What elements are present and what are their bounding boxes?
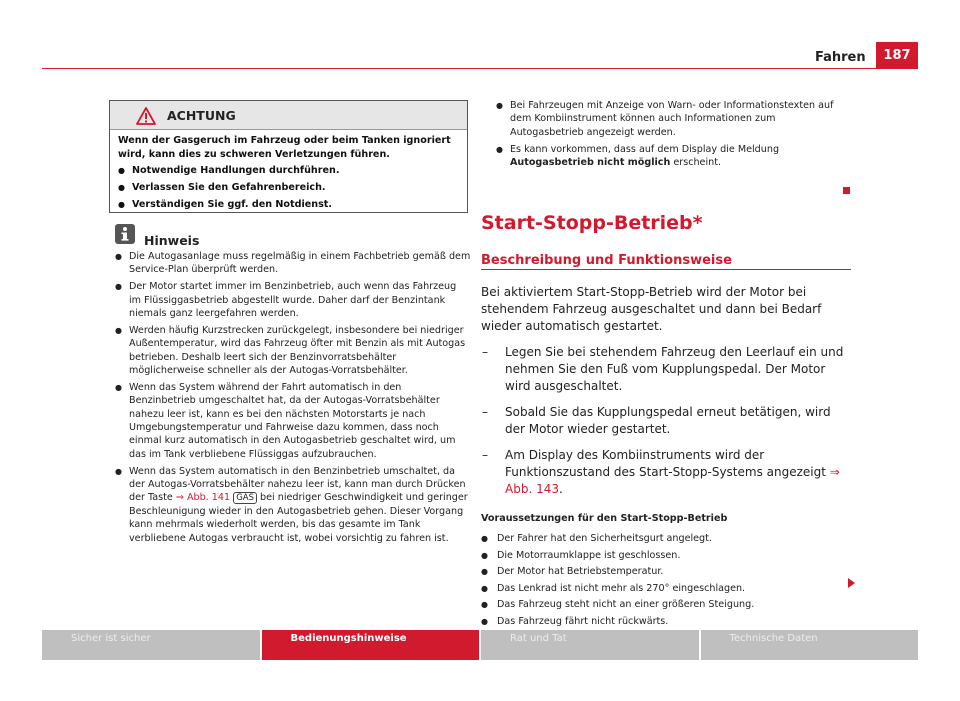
warning-body xyxy=(110,130,467,212)
warning-box xyxy=(109,100,468,213)
end-marker xyxy=(843,187,850,194)
figure-link-141[interactable]: ⇒ Abb. 141 xyxy=(175,492,231,504)
tab-sicher-ist-sicher[interactable]: Sicher ist sicher xyxy=(42,630,260,660)
warning-header xyxy=(110,101,467,130)
header-title: Fahren xyxy=(815,50,866,65)
conditions-title: Voraussetzungen für den Start-Stopp-Betrieb xyxy=(481,513,728,524)
note-body xyxy=(115,250,471,548)
footer-tabs xyxy=(42,630,918,660)
condition-item: ● Das Fahrzeug fährt nicht rückwärts. xyxy=(481,615,853,628)
tab-bedienungshinweise[interactable]: Bedienungshinweise xyxy=(262,630,480,660)
figure-link-143[interactable]: ⇒ Abb. 143 xyxy=(505,465,840,496)
intro-paragraph: Bei aktiviertem Start-Stopp-Betrieb wird der Motor bei stehendem Fahrzeug ausgeschaltet und dann bei Bedarf wieder automatisch gestartet. xyxy=(481,285,822,333)
tab-technische-daten[interactable]: Technische Daten xyxy=(701,630,919,660)
condition-item: ● Die Motorraumklappe ist geschlossen. xyxy=(481,549,853,562)
conditions-list xyxy=(481,532,853,628)
tab-rat-und-tat[interactable]: Rat und Tat xyxy=(481,630,699,660)
step-item: – Am Display des Kombiinstruments wird der Funktionszustand des Start-Stopp-Systems angezeigt ⇒ Abb. 143. xyxy=(481,447,853,498)
condition-item: ● Das Lenkrad ist nicht mehr als 270° eingeschlagen. xyxy=(481,582,853,595)
main-body xyxy=(481,284,853,632)
right-top-list xyxy=(496,99,852,173)
note-item xyxy=(115,465,471,545)
section-title: Start-Stopp-Betrieb* xyxy=(481,212,703,234)
condition-item: ● Das Fahrzeug steht nicht an einer größeren Steigung. xyxy=(481,598,853,611)
info-note-icon xyxy=(115,224,135,244)
note-title: Hinweis xyxy=(144,233,200,248)
note-item-text: bei niedriger Geschwindigkeit und geringer Beschleunigung wieder in den Autogasbetrieb gehen. Dieser Vorgang kann mehrmals wiederholt werden, bis das gesamte im Tank verbliebene Autogas verbraucht ist, wobei vorsichtig zu fahren ist. xyxy=(129,492,468,544)
sub-title: Beschreibung und Funktionsweise xyxy=(481,253,732,268)
warning-item: ● Verlassen Sie den Gefahrenbereich. xyxy=(118,181,459,195)
step-text: Am Display des Kombiinstruments wird der Funktionszustand des Start-Stopp-Systems angezeigt xyxy=(505,448,826,479)
step-item: – Sobald Sie das Kupplungspedal erneut betätigen, wird der Motor wieder gestartet. xyxy=(481,404,853,438)
warning-item: ● Verständigen Sie ggf. den Notdienst. xyxy=(118,198,459,212)
info-item-text: erscheint. xyxy=(673,157,722,169)
header-rule xyxy=(42,68,918,69)
note-item: ● Wenn das System während der Fahrt automatisch in den Benzinbetrieb umgeschaltet hat, da der Autogas-Vorratsbehälter nahezu leer ist, kann es bei den nächsten Motorstarts je nach Umgebungstemperatur und Fahrweise dazu kommen, dass noch einmal kurz automatisch in den Autogasbetrieb geschaltet wird, um das im Tank verbliebene Flüssiggas aufzubrauchen. xyxy=(115,381,471,461)
condition-item: ● Der Fahrer hat den Sicherheitsgurt angelegt. xyxy=(481,532,853,545)
info-item: ● Bei Fahrzeugen mit Anzeige von Warn- oder Informationstexten auf dem Kombiinstrument können auch Informationen zum Autogasbetrieb angezeigt werden. xyxy=(496,99,852,139)
warning-item: ● Notwendige Handlungen durchführen. xyxy=(118,164,459,178)
note-item: ● Der Motor startet immer im Benzinbetrieb, auch wenn das Fahrzeug im Flüssiggasbetrieb abgestellt wurde. Daher darf der Benzintank niemals ganz leergefahren werden. xyxy=(115,280,471,320)
info-item-text: Es kann vorkommen, dass auf dem Display die Meldung xyxy=(510,143,780,155)
display-message: Autogasbetrieb nicht möglich xyxy=(510,157,671,169)
warning-intro: Wenn der Gasgeruch im Fahrzeug oder beim Tanken ignoriert wird, kann dies zu schweren Verletzungen führen. xyxy=(118,135,451,160)
note-item: ● Werden häufig Kurzstrecken zurückgelegt, insbesondere bei niedriger Außentemperatur, wird das Fahrzeug öfter mit Benzin als mit Autogas betrieben. Deshalb leert sich der Benzinvorratsbehälter möglicherweise schneller als der Autogas-Vorratsbehälter. xyxy=(115,324,471,378)
sub-title-rule xyxy=(481,269,851,270)
warning-triangle-icon xyxy=(136,107,156,125)
note-item: ● Die Autogasanlage muss regelmäßig in einem Fachbetrieb gemäß dem Service-Plan überprüft werden. xyxy=(115,250,471,277)
continue-arrow-icon xyxy=(848,578,855,588)
gas-key-badge: GAS xyxy=(233,492,257,504)
warning-title: ACHTUNG xyxy=(167,108,236,123)
step-item: – Legen Sie bei stehendem Fahrzeug den Leerlauf ein und nehmen Sie den Fuß vom Kupplungspedal. Der Motor wird ausgeschaltet. xyxy=(481,344,853,395)
note-item-text: Wenn das System automatisch in den Benzinbetrieb umschaltet, da der Autogas-Vorratsbehälter nahezu leer ist, kann man durch Drücken der Taste xyxy=(129,465,466,504)
info-item xyxy=(496,143,852,170)
page-number: 187 xyxy=(876,42,918,68)
condition-item: ● Der Motor hat Betriebstemperatur. xyxy=(481,565,853,578)
